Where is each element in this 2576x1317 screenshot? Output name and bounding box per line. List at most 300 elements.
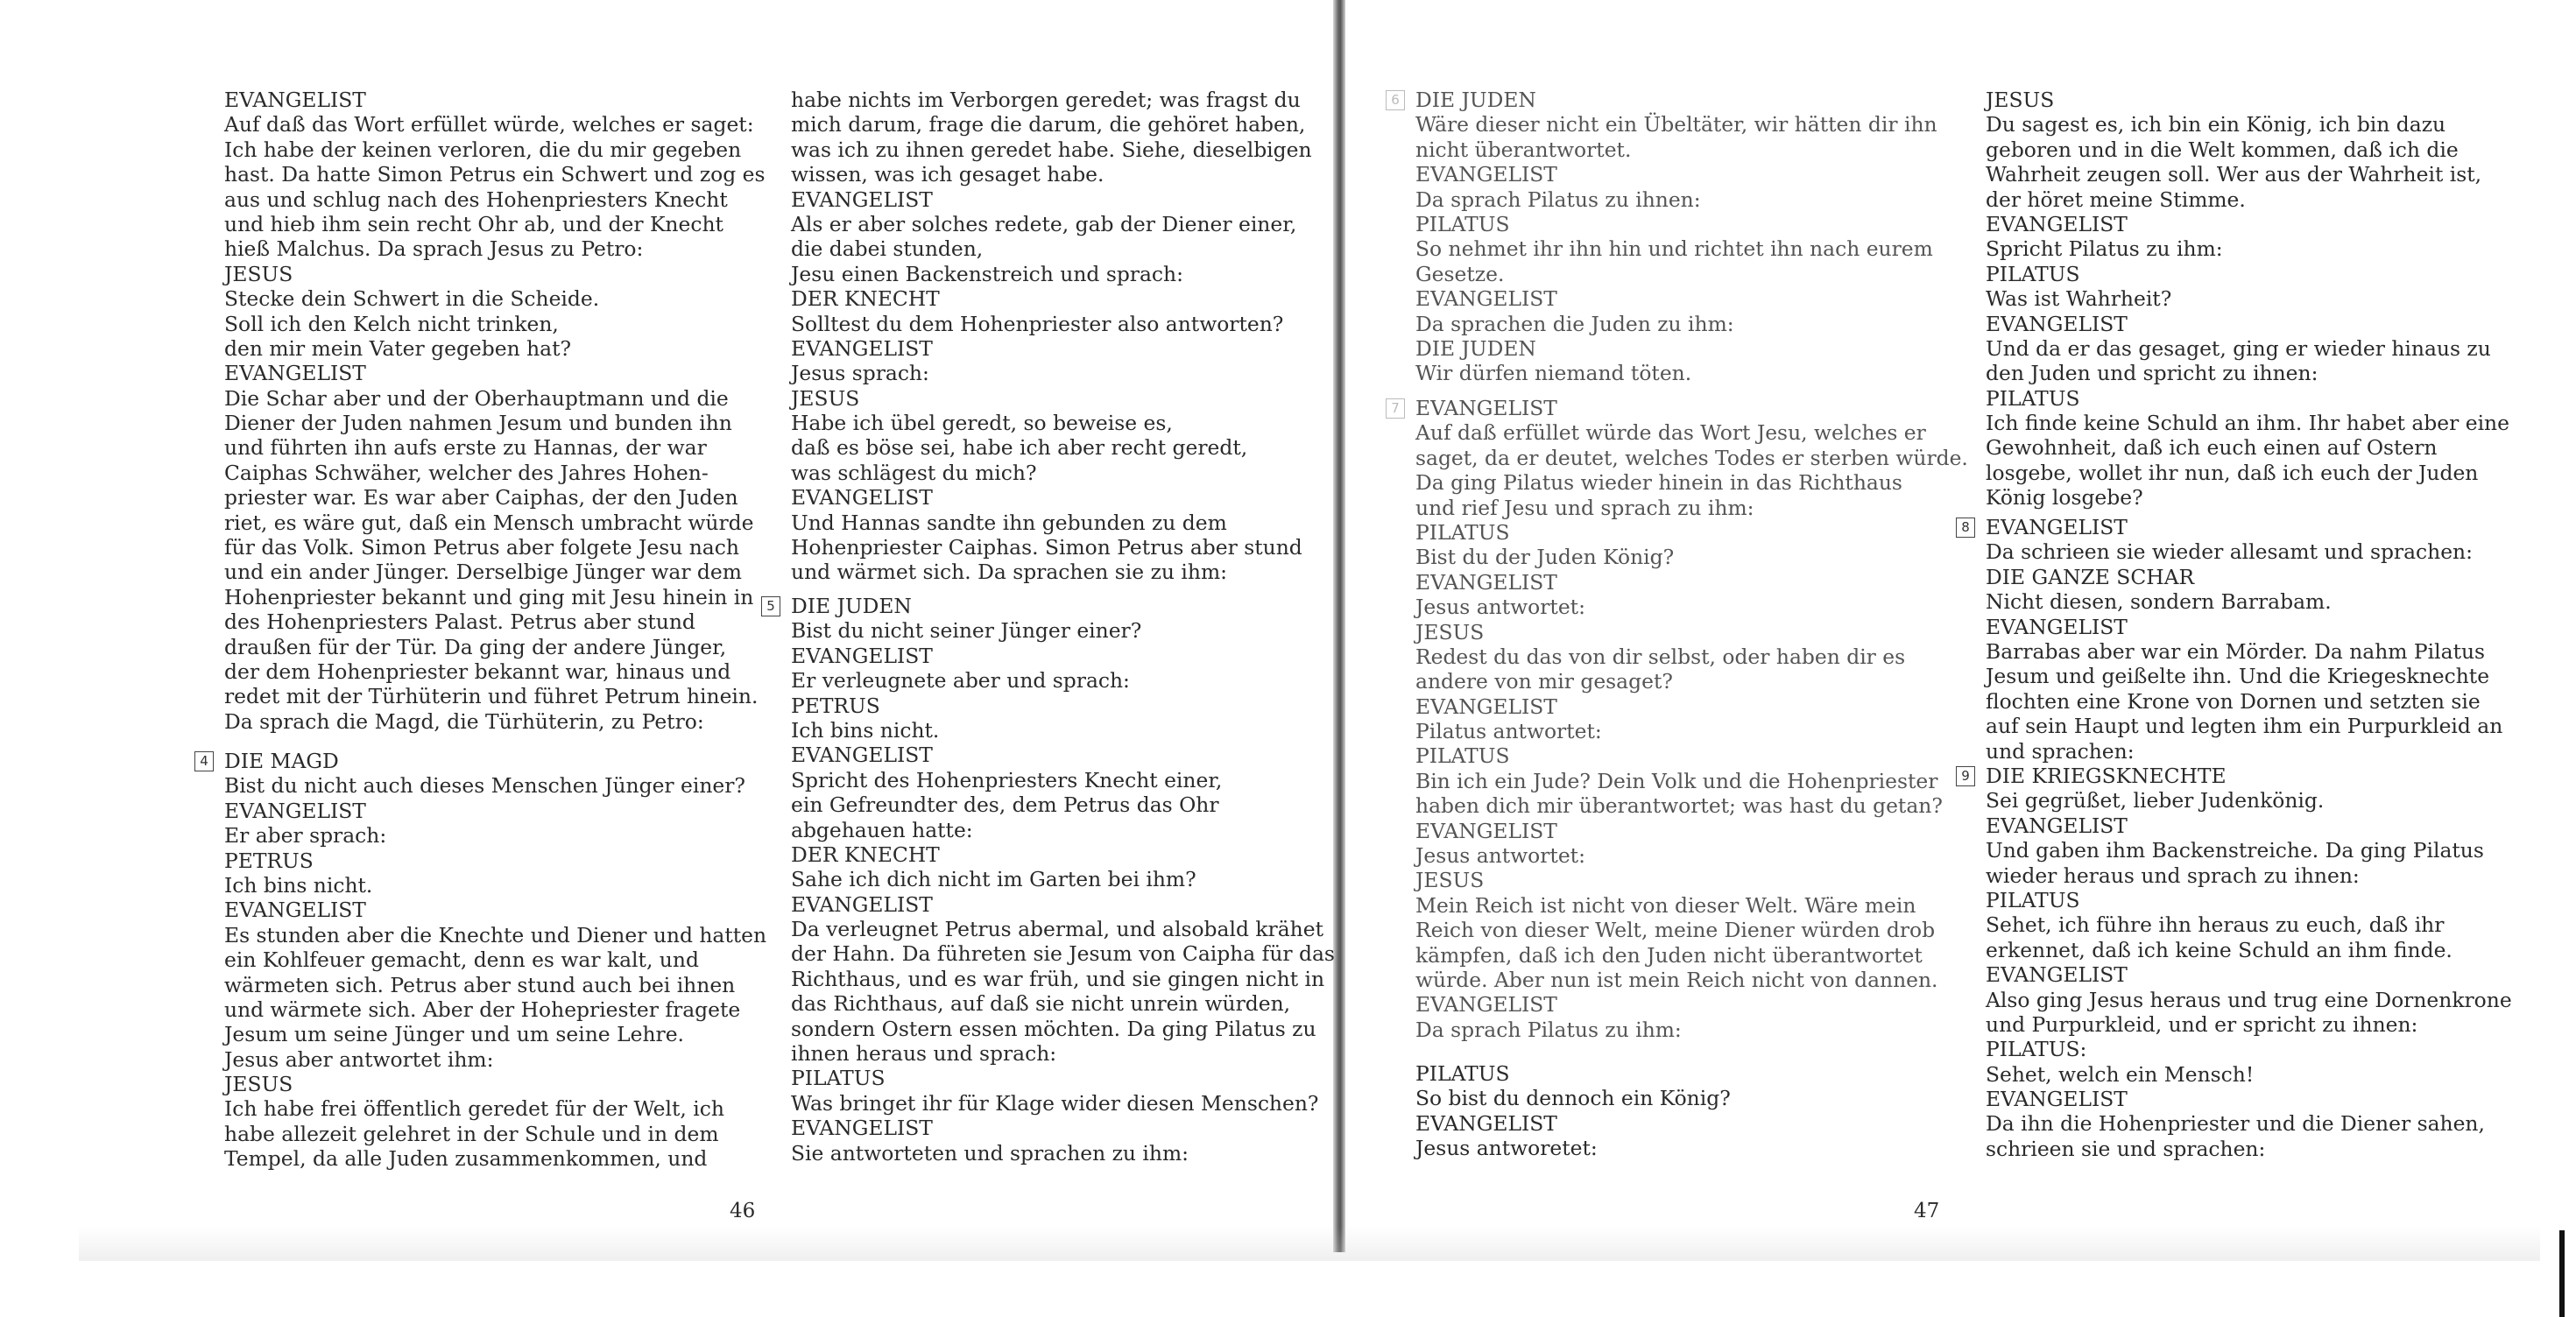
text-line <box>791 743 1335 767</box>
text-line <box>1986 236 2509 261</box>
text-line <box>1415 236 1937 261</box>
line-text: Jesus sprach: <box>791 361 929 386</box>
text-line <box>1986 664 2502 688</box>
line-text: Redest du das von dir selbst, oder haben dir es <box>1415 644 1906 669</box>
line-text: Jesu einen Backenstreich und sprach: <box>791 261 1183 286</box>
speaker-label: EVANGELIST <box>1415 396 1557 420</box>
line-text: der dem Hohenpriester bekannt war, hinaus und <box>224 658 731 684</box>
text-line <box>791 1041 1335 1066</box>
text-line <box>1986 1087 2512 1111</box>
speaker-label: PILATUS <box>1415 743 1510 769</box>
text-line <box>1986 1137 2512 1161</box>
speaker-label: DIE GANZE SCHAR <box>1986 564 2195 589</box>
text-line <box>1415 968 1968 992</box>
text-line <box>791 967 1335 991</box>
text-line <box>1986 888 2512 912</box>
text-line <box>1986 212 2509 236</box>
right-page-column-1-section-6 <box>1391 88 1937 386</box>
text-line <box>791 1116 1335 1140</box>
line-text: kämpfen, daß ich den Juden nicht überantwortet <box>1415 942 1923 968</box>
text-line <box>1415 793 1968 818</box>
text-line <box>224 461 765 485</box>
line-text: den Juden und spricht zu ihnen: <box>1986 361 2318 386</box>
text-line <box>791 768 1335 792</box>
line-text: Soll ich den Kelch nicht trinken, <box>224 311 559 336</box>
speaker-label: EVANGELIST <box>1415 818 1557 843</box>
speaker-label: PILATUS <box>1415 211 1510 236</box>
text-line <box>1391 396 1968 420</box>
text-line <box>224 1072 766 1096</box>
book-gutter <box>1333 0 1345 1252</box>
speaker-label: EVANGELIST <box>1415 694 1557 719</box>
text-line <box>1986 589 2502 614</box>
text-line <box>791 511 1312 535</box>
line-text: geboren und in die Welt kommen, daß ich die <box>1986 137 2459 162</box>
line-text: saget, da er deutet, welches Todes er sterben würde. <box>1415 445 1968 470</box>
line-text: Da sprach Pilatus zu ihnen: <box>1415 187 1701 212</box>
text-line <box>1415 112 1937 137</box>
text-line <box>224 823 766 848</box>
text-line <box>1986 1012 2512 1037</box>
speaker-label: DER KNECHT <box>791 286 940 312</box>
line-text: Barrabas aber war ein Mörder. Da nahm Pilatus <box>1986 638 2486 664</box>
line-text: flochten eine Krone von Dornen und setzten sie <box>1986 688 2481 714</box>
line-text: Spricht Pilatus zu ihm: <box>1986 236 2223 262</box>
text-line <box>1415 336 1937 361</box>
line-text: Da ihn die Hohenpriester und die Diener sahen, <box>1986 1111 2485 1137</box>
line-text: sondern Ostern essen möchten. Da ging Pilatus zu <box>791 1016 1316 1041</box>
line-text: mich darum, frage die darum, die gehöret haben, <box>791 112 1306 137</box>
text-line <box>791 386 1312 411</box>
line-text: Da verleugnet Petrus abermal, und alsobald krähet <box>791 917 1323 942</box>
text-line <box>791 187 1312 212</box>
text-line <box>1986 88 2509 112</box>
line-text: und sprachen: <box>1986 738 2135 764</box>
speaker-label: EVANGELIST <box>791 187 933 212</box>
speaker-label: EVANGELIST <box>791 743 933 768</box>
line-text: Jesus antworetet: <box>1415 1136 1598 1161</box>
text-line <box>1415 769 1968 793</box>
line-text: Du sagest es, ich bin ein König, ich bin dazu <box>1986 112 2446 137</box>
text-line <box>224 212 765 236</box>
text-line <box>224 511 765 535</box>
line-text: Bist du der Juden König? <box>1415 545 1675 570</box>
line-text: Jesum um seine Jünger und um seine Lehre. <box>224 1022 684 1047</box>
section-number-box: 5 <box>761 596 780 616</box>
line-text: schrieen sie und sprachen: <box>1986 1136 2266 1161</box>
line-text: Spricht des Hohenpriesters Knecht einer, <box>791 767 1223 792</box>
speaker-label: EVANGELIST <box>224 88 366 112</box>
line-text: Sahe ich dich nicht im Garten bei ihm? <box>791 867 1196 892</box>
text-line <box>224 1096 766 1121</box>
text-line <box>1986 386 2509 411</box>
speaker-label: PILATUS <box>791 1066 886 1091</box>
text-line <box>1415 361 1937 385</box>
text-line <box>224 88 765 112</box>
text-line <box>224 947 766 972</box>
line-text: wieder heraus und sprach zu ihnen: <box>1986 863 2360 888</box>
line-text: Pilatus antwortet: <box>1415 719 1602 744</box>
text-line <box>1415 620 1968 644</box>
text-line <box>791 991 1335 1016</box>
speaker-label: JESUS <box>1415 868 1485 893</box>
line-text: der Hahn. Da führeten sie Jesum von Caipha für das <box>791 941 1335 967</box>
line-text: was schlägest du mich? <box>791 460 1037 485</box>
speaker-label: EVANGELIST <box>791 643 933 668</box>
text-line <box>1986 714 2502 738</box>
speaker-label: EVANGELIST <box>1415 992 1557 1018</box>
page-bottom-shadow <box>79 1226 2540 1261</box>
text-line <box>1986 938 2512 962</box>
line-text: Bist du nicht seiner Jünger einer? <box>791 618 1142 644</box>
text-line <box>791 618 1335 643</box>
line-text: das Richthaus, auf daß sie nicht unrein würden, <box>791 991 1291 1017</box>
line-text: die dabei stunden, <box>791 236 984 262</box>
text-line <box>1986 539 2502 564</box>
text-line <box>791 1091 1335 1116</box>
text-line <box>1986 312 2509 336</box>
line-text: wissen, was ich gesaget habe. <box>791 162 1105 187</box>
text-line <box>1986 639 2502 664</box>
text-line <box>1415 1111 1731 1136</box>
speaker-label: EVANGELIST <box>1986 813 2128 838</box>
text-line <box>766 594 1335 618</box>
line-text: hieß Malchus. Da sprach Jesus zu Petro: <box>224 236 644 262</box>
text-line <box>224 1022 766 1046</box>
text-line <box>224 435 765 460</box>
text-line <box>200 749 766 773</box>
text-line <box>224 799 766 823</box>
left-page-column-1 <box>224 88 765 734</box>
text-line <box>791 485 1312 510</box>
text-line <box>224 112 765 137</box>
text-line <box>791 792 1335 817</box>
text-line <box>1986 137 2509 162</box>
text-line <box>1986 286 2509 311</box>
text-line <box>1961 515 2502 539</box>
text-line <box>1986 162 2509 187</box>
speaker-label: EVANGELIST <box>1986 614 2128 639</box>
text-line <box>224 973 766 997</box>
line-text: Bin ich ein Jude? Dein Volk und die Hohenpriester <box>1415 768 1938 793</box>
text-line <box>224 162 765 187</box>
line-text: Da sprachen die Juden zu ihm: <box>1415 311 1734 336</box>
speaker-label: PILATUS <box>1986 887 2080 912</box>
speaker-label: PILATUS <box>1415 1061 1510 1086</box>
text-line <box>791 892 1335 917</box>
line-text: Die Schar aber und der Oberhauptmann und die <box>224 385 729 411</box>
text-line <box>1986 1062 2512 1087</box>
line-text: Caiphas Schwäher, welcher des Jahres Hohen- <box>224 460 709 485</box>
text-line <box>1986 411 2509 435</box>
line-text: haben dich mir überantwortet; was hast du getan? <box>1415 793 1943 819</box>
line-text: Wäre dieser nicht ein Übeltäter, wir hätten dir ihn <box>1415 112 1937 137</box>
text-line <box>1415 446 1968 470</box>
text-line <box>224 312 765 336</box>
text-line <box>1415 644 1968 669</box>
line-text: aus und schlug nach des Hohenpriesters Knecht <box>224 187 728 212</box>
text-line <box>1986 262 2509 286</box>
text-line <box>1415 1018 1968 1042</box>
line-text: Richthaus, und es war früh, und sie gingen nicht in <box>791 966 1325 991</box>
text-line <box>224 923 766 947</box>
line-text: Also ging Jesus heraus und trug eine Dornenkrone <box>1986 987 2512 1012</box>
text-line <box>1986 1111 2512 1136</box>
speaker-label: EVANGELIST <box>224 798 366 823</box>
line-text: Wir dürfen niemand töten. <box>1415 361 1692 386</box>
text-line <box>1986 788 2512 813</box>
text-line <box>1986 1037 2512 1061</box>
text-line <box>791 1141 1335 1166</box>
line-text: Gewohnheit, daß ich euch einen auf Ostern <box>1986 435 2438 461</box>
section-number-box: 9 <box>1956 766 1975 786</box>
speaker-label: DIE MAGD <box>224 749 339 773</box>
text-line <box>224 236 765 261</box>
line-text: redet mit der Türhüterin und führet Petrum hinein. <box>224 684 759 709</box>
line-text: Jesus antwortet: <box>1415 843 1585 869</box>
line-text: Da schrieen sie wieder allesamt und sprachen: <box>1986 539 2473 565</box>
line-text: Hohenpriester bekannt und ging mit Jesu hinein in <box>224 584 754 609</box>
text-line <box>1415 719 1968 743</box>
right-page-column-1-continued <box>1415 1061 1731 1161</box>
left-page-column-2-section-5 <box>766 594 1335 1166</box>
line-text: Wahrheit zeugen soll. Wer aus der Wahrheit ist, <box>1986 162 2482 187</box>
text-line <box>224 286 765 311</box>
line-text: priester war. Es war aber Caiphas, der den Juden <box>224 485 738 511</box>
page-number-right: 47 <box>1914 1200 1940 1222</box>
line-text: Auf daß erfüllet würde das Wort Jesu, welches er <box>1415 420 1926 446</box>
speaker-label: EVANGELIST <box>791 485 933 511</box>
text-line <box>791 112 1312 137</box>
text-line <box>791 560 1312 584</box>
text-line <box>1986 962 2512 987</box>
line-text: Auf daß das Wort erfüllet würde, welches er saget: <box>224 112 754 137</box>
line-text: nicht überantwortet. <box>1415 137 1632 162</box>
line-text: Jesus antwortet: <box>1415 595 1585 620</box>
text-line <box>224 262 765 286</box>
line-text: Jesum und geißelte ihn. Und die Kriegesknechte <box>1986 664 2490 689</box>
line-text: Gesetze. <box>1415 261 1505 286</box>
line-text: ein Gefreundter des, dem Petrus das Ohr <box>791 792 1219 818</box>
text-line <box>1986 435 2509 460</box>
line-text: Nicht diesen, sondern Barrabam. <box>1986 589 2332 615</box>
text-line <box>1415 1061 1731 1086</box>
text-line <box>224 361 765 385</box>
text-line <box>224 609 765 634</box>
text-line <box>224 386 765 411</box>
text-line <box>791 212 1312 236</box>
text-line <box>224 485 765 510</box>
speaker-label: PILATUS <box>1986 261 2080 286</box>
line-text: habe nichts im Verborgen geredet; was fragst du <box>791 88 1301 112</box>
text-line <box>791 461 1312 485</box>
text-line <box>1415 545 1968 569</box>
line-text: Was bringet ihr für Klage wider diesen Menschen? <box>791 1090 1319 1116</box>
line-text: und wärmete sich. Aber der Hohepriester fragete <box>224 997 741 1022</box>
line-text: Ich habe frei öffentlich geredet für der Welt, ich <box>224 1096 724 1122</box>
line-text: Sehet, welch ein Mensch! <box>1986 1061 2255 1087</box>
line-text: So nehmet ihr ihn hin und richtet ihn nach eurem <box>1415 236 1933 262</box>
line-text: Er aber sprach: <box>224 823 387 849</box>
page-number-left: 46 <box>730 1200 756 1222</box>
line-text: wärmeten sich. Petrus aber stund auch bei ihnen <box>224 972 736 997</box>
text-line <box>1415 496 1968 520</box>
text-line <box>1986 615 2502 639</box>
speaker-label: DIE JUDEN <box>1415 335 1536 361</box>
text-line <box>1986 813 2512 838</box>
text-line <box>791 336 1312 361</box>
speaker-label: EVANGELIST <box>1986 211 2128 236</box>
text-line <box>224 635 765 659</box>
speaker-label: JESUS <box>1986 88 2055 112</box>
line-text: Solltest du dem Hohenpriester also antworten? <box>791 311 1284 336</box>
line-text: und rief Jesu und sprach zu ihm: <box>1415 495 1754 520</box>
text-line <box>1986 838 2512 863</box>
text-line <box>791 162 1312 187</box>
line-text: Sei gegrüßet, lieber Judenkönig. <box>1986 788 2325 813</box>
line-text: Diener der Juden nahmen Jesum und bunden ihn <box>224 411 732 436</box>
line-text: was ich zu ihnen geredet habe. Siehe, dieselbigen <box>791 137 1312 162</box>
line-text: Und Hannas sandte ihn gebunden zu dem <box>791 510 1227 535</box>
speaker-label: DIE JUDEN <box>791 594 912 618</box>
line-text: den mir mein Vater gegeben hat? <box>224 335 572 361</box>
text-line <box>1415 286 1937 311</box>
text-line <box>224 849 766 873</box>
text-line <box>224 684 765 708</box>
text-line <box>1415 262 1937 286</box>
line-text: Ich bins nicht. <box>791 717 940 743</box>
text-line <box>1986 863 2512 888</box>
text-line <box>1415 570 1968 595</box>
text-line <box>1415 893 1968 918</box>
line-text: Ich bins nicht. <box>224 872 373 898</box>
line-text: für das Volk. Simon Petrus aber folgete Jesu nach <box>224 535 739 560</box>
text-line <box>1415 312 1937 336</box>
text-line <box>791 262 1312 286</box>
text-line <box>1415 918 1968 942</box>
line-text: hast. Da hatte Simon Petrus ein Schwert und zog es <box>224 162 766 187</box>
speaker-label: PETRUS <box>224 848 314 873</box>
right-page-column-2-section-8 <box>1961 515 2503 764</box>
text-line <box>791 137 1312 162</box>
line-text: So bist du dennoch ein König? <box>1415 1086 1731 1111</box>
text-line <box>1415 1086 1731 1110</box>
text-line <box>1986 689 2502 714</box>
line-text: des Hohenpriesters Palast. Petrus aber stund <box>224 609 695 635</box>
speaker-label: PILATUS <box>1986 385 2080 411</box>
right-page-column-2 <box>1986 88 2509 511</box>
text-line <box>791 312 1312 336</box>
text-line <box>1415 137 1937 162</box>
text-line <box>791 867 1335 891</box>
line-text: habe allezeit gelehret in der Schule und in dem <box>224 1121 719 1146</box>
text-line <box>1415 162 1937 187</box>
speaker-label: EVANGELIST <box>1986 962 2128 988</box>
text-line <box>224 898 766 922</box>
line-text: losgebe, wollet ihr nun, daß ich euch der Juden <box>1986 460 2479 485</box>
text-line <box>791 818 1335 842</box>
line-text: und Purpurkleid, und er spricht zu ihnen: <box>1986 1011 2418 1037</box>
text-line <box>224 585 765 609</box>
text-line <box>1415 595 1968 619</box>
section-number-box: 4 <box>194 751 214 771</box>
section-number-box: 6 <box>1386 90 1405 110</box>
line-text: Als er aber solches redete, gab der Diener einer, <box>791 211 1297 236</box>
text-line <box>1415 420 1968 445</box>
text-line <box>1415 992 1968 1017</box>
text-line <box>1415 212 1937 236</box>
text-line <box>791 718 1335 743</box>
speaker-label: EVANGELIST <box>791 335 933 361</box>
speaker-label: PILATUS: <box>1986 1037 2087 1062</box>
line-text: Reich von dieser Welt, meine Diener würden drob <box>1415 918 1936 943</box>
text-line <box>791 694 1335 718</box>
left-page-column-1-section-4 <box>200 749 767 1172</box>
page-edge <box>2559 1230 2565 1317</box>
section-number-box: 8 <box>1956 518 1975 538</box>
line-text: und wärmet sich. Da sprachen sie zu ihm: <box>791 560 1227 585</box>
line-text: und ein ander Jünger. Derselbige Jünger war dem <box>224 560 742 585</box>
line-text: Da sprach Pilatus zu ihm: <box>1415 1017 1682 1042</box>
speaker-label: EVANGELIST <box>1415 162 1557 187</box>
section-number-box: 7 <box>1386 398 1405 419</box>
text-line <box>1415 743 1968 768</box>
line-text: Mein Reich ist nicht von dieser Welt. Wäre mein <box>1415 892 1916 918</box>
text-line <box>224 336 765 361</box>
text-line <box>1415 943 1968 968</box>
text-line <box>1986 461 2509 485</box>
line-text: erkennet, daß ich keine Schuld an ihm finde. <box>1986 937 2452 962</box>
speaker-label: EVANGELIST <box>224 361 366 386</box>
text-line <box>1415 843 1968 868</box>
line-text: Da sprach die Magd, die Türhüterin, zu Petro: <box>224 708 704 734</box>
text-line <box>224 137 765 162</box>
right-page-column-2-section-9 <box>1961 764 2512 1161</box>
text-line <box>791 435 1312 460</box>
text-line <box>791 668 1335 693</box>
line-text: Sie antworteten und sprachen zu ihm: <box>791 1140 1189 1166</box>
line-text: daß es böse sei, habe ich aber recht geredt, <box>791 435 1248 461</box>
text-line <box>791 1017 1335 1041</box>
line-text: Da ging Pilatus wieder hinein in das Richthaus <box>1415 470 1902 496</box>
text-line <box>1986 361 2509 385</box>
text-line <box>224 659 765 684</box>
line-text: Tempel, da alle Juden zusammenkommen, und <box>224 1146 708 1172</box>
speaker-label: EVANGELIST <box>791 1116 933 1141</box>
text-line <box>224 873 766 898</box>
text-line <box>1415 470 1968 495</box>
line-text: auf sein Haupt und legten ihm ein Purpurkleid an <box>1986 714 2503 739</box>
speaker-label: EVANGELIST <box>1986 311 2128 336</box>
line-text: König losgebe? <box>1986 485 2143 511</box>
speaker-label: DER KNECHT <box>791 842 940 867</box>
line-text: Und da er das gesaget, ging er wieder hinaus zu <box>1986 335 2491 361</box>
text-line <box>791 1066 1335 1090</box>
line-text: und hieb ihm sein recht Ohr ab, und der Knecht <box>224 211 723 236</box>
speaker-label: EVANGELIST <box>1415 286 1557 312</box>
speaker-label: DIE KRIEGSKNECHTE <box>1986 764 2227 788</box>
text-line <box>791 917 1335 941</box>
line-text: der höret meine Stimme. <box>1986 187 2246 212</box>
text-line <box>791 236 1312 261</box>
text-line <box>1415 694 1968 719</box>
text-line <box>1986 912 2512 937</box>
text-line <box>791 286 1312 311</box>
text-line <box>1961 764 2512 788</box>
right-page-column-1-section-7 <box>1391 396 1968 1042</box>
text-line <box>791 842 1335 867</box>
speaker-label: EVANGELIST <box>791 891 933 917</box>
